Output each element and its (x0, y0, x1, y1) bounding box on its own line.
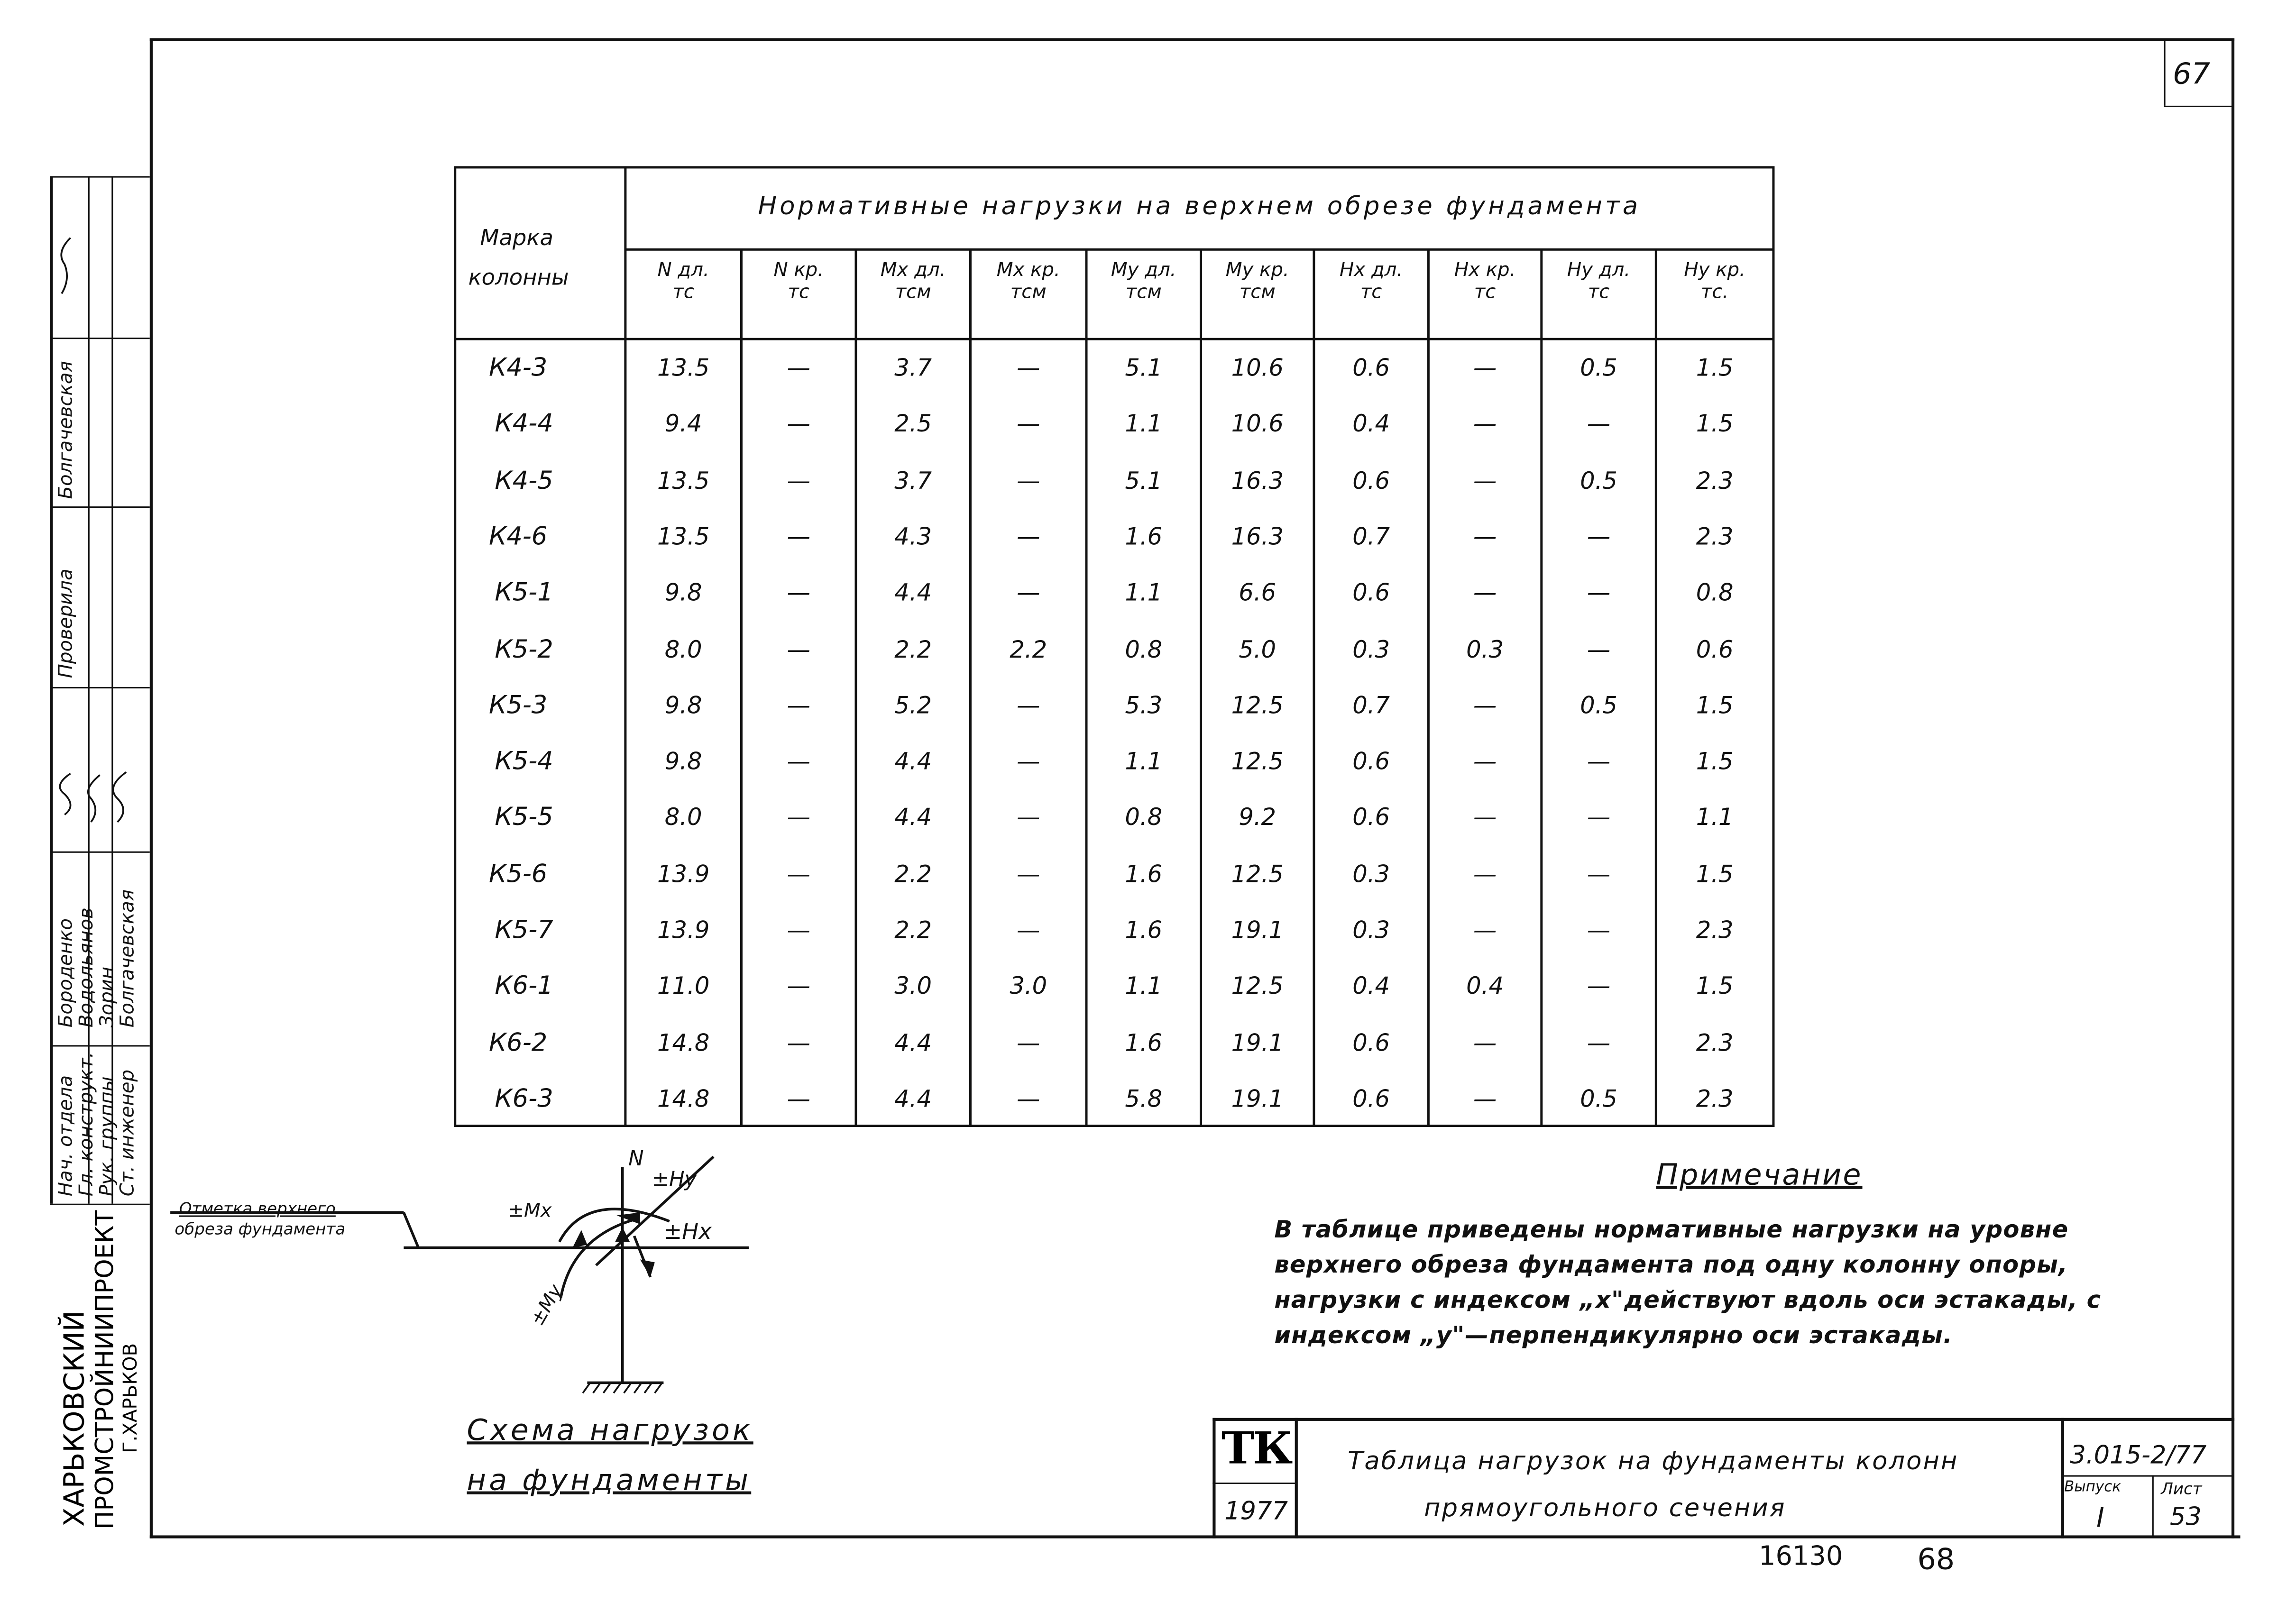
table-cell: — (787, 354, 810, 382)
logo-right (1295, 1418, 1298, 1539)
table-cell: 1.6 (1125, 522, 1163, 550)
table-cell: 10.6 (1231, 410, 1284, 438)
table-cell: 8.0 (664, 803, 702, 832)
org-name-1: ХАРЬКОВСКИЙ (58, 1310, 91, 1527)
stamp-name: Зорин (97, 966, 119, 1028)
table-cell: 13.9 (657, 916, 710, 944)
column-header: Mx кр. тсм (996, 259, 1060, 304)
table-cell: 8.0 (664, 635, 702, 663)
mark-header-line-2: колонны (468, 264, 569, 291)
table-cell: — (787, 691, 810, 719)
table-cell: 9.4 (664, 410, 702, 438)
table-cell: 1.1 (1125, 578, 1163, 607)
table-cell: 2.3 (1696, 466, 1734, 495)
table-cell: 12.5 (1231, 691, 1284, 719)
load-Hy-label: ±Hy (652, 1168, 697, 1192)
table-cell: 3.0 (894, 972, 932, 1000)
issue-label: Выпуск (2064, 1479, 2121, 1496)
sheet-title-line-1: Таблица нагрузок на фундаменты колонн (1348, 1447, 1959, 1477)
table-cell: 4.3 (894, 522, 932, 550)
table-cell: — (1473, 916, 1497, 944)
table-cell: 1.1 (1125, 972, 1163, 1000)
table-cell: 0.8 (1125, 635, 1163, 663)
table-cell: 0.4 (1352, 972, 1390, 1000)
table-cell: 0.5 (1580, 354, 1617, 382)
table-cell: — (1473, 747, 1497, 775)
column-mark: К5-4 (495, 747, 553, 777)
table-cell: — (1016, 466, 1040, 495)
table-cell: 5.1 (1125, 354, 1163, 382)
table-cell: 2.2 (894, 635, 932, 663)
table-cell: — (787, 916, 810, 944)
load-Mx-label: ±Mx (508, 1200, 552, 1223)
table-cell: 0.3 (1352, 860, 1390, 888)
column-mark: К6-3 (495, 1084, 553, 1114)
scheme-caption-1: Схема нагрузок (467, 1412, 753, 1447)
stamp-name: Болгачевская (117, 889, 140, 1028)
title-block-top (1212, 1418, 2234, 1421)
table-cell: 9.2 (1239, 803, 1277, 832)
table-cell: — (1016, 522, 1040, 550)
table-cell: 0.7 (1352, 522, 1390, 550)
column-mark: К6-2 (488, 1028, 548, 1058)
column-header: Mx дл. тсм (880, 259, 946, 304)
table-cell: 19.1 (1231, 1028, 1284, 1056)
table-cell: — (1473, 1028, 1497, 1056)
column-mark: К5-7 (495, 916, 553, 945)
note-text: В таблице приведены нормативные нагрузки на уровне верхнего обреза фундамента под одну колонну опоры, нагрузки с индексом „х"действуют вдоль оси эстакады, с индексом „у"—перпендикулярно оси эстакады. (1274, 1215, 2102, 1349)
table-cell: 0.4 (1466, 972, 1504, 1000)
column-header: My кр. тсм (1225, 259, 1289, 304)
table-cell: 2.3 (1696, 916, 1734, 944)
table-cell: — (1587, 747, 1611, 775)
table-cell: — (1587, 972, 1611, 1000)
table-cell: 9.8 (664, 691, 702, 719)
table-header-group: Нормативные нагрузки на верхнем обрезе фундамента (758, 192, 1641, 222)
code-divider (2061, 1475, 2233, 1476)
column-mark: К5-1 (495, 578, 553, 608)
table-cell: 0.8 (1696, 578, 1734, 607)
table-cell: 19.1 (1231, 916, 1284, 944)
page-number-box-bottom (2164, 106, 2233, 107)
table-cell: 3.0 (1010, 972, 1047, 1000)
table-cell: 14.8 (657, 1084, 710, 1113)
table-cell: 0.3 (1466, 635, 1504, 663)
table-cell: — (1473, 410, 1497, 438)
sheet-value: 53 (2169, 1503, 2202, 1533)
table-cell: — (1587, 635, 1611, 663)
table-cell: 2.2 (894, 860, 932, 888)
table-cell: — (787, 578, 810, 607)
table-cell: 4.4 (894, 1084, 932, 1113)
sheet-label: Лист (2161, 1479, 2202, 1499)
load-My-label: ±My (527, 1281, 568, 1330)
issue-value: I (2096, 1503, 2104, 1534)
table-cell: — (1016, 578, 1040, 607)
table-cell: — (1016, 1028, 1040, 1056)
column-mark: К4-4 (495, 410, 553, 440)
column-mark: К5-2 (495, 635, 553, 664)
column-mark: К5-5 (495, 803, 553, 833)
title-block-left (1212, 1418, 1215, 1539)
table-cell: — (1016, 916, 1040, 944)
table-cell: 2.2 (1010, 635, 1047, 663)
table-cell: 0.6 (1352, 354, 1390, 382)
table-cell: — (1587, 803, 1611, 832)
org-name-2: ПРОМСТРОЙНИИПРОЕКТ (91, 1210, 120, 1530)
table-cell: 2.3 (1696, 1028, 1734, 1056)
table-cell: 5.0 (1239, 635, 1277, 663)
stamp-signatures (0, 0, 147, 1603)
table-cell: — (1473, 860, 1497, 888)
stamp-name: Водольянов (76, 907, 99, 1028)
code-left (2061, 1418, 2064, 1539)
table-cell: 0.6 (1352, 1084, 1390, 1113)
table-cell: — (1016, 860, 1040, 888)
table-cell: 2.2 (894, 916, 932, 944)
level-label-1: Отметка верхнего (179, 1199, 336, 1218)
table-cell: 9.8 (664, 747, 702, 775)
table-cell: — (1473, 522, 1497, 550)
table-cell: — (1587, 522, 1611, 550)
table-cell: 19.1 (1231, 1084, 1284, 1113)
year: 1977 (1224, 1497, 1288, 1527)
page-number-box-left (2164, 41, 2166, 106)
table-cell: 0.4 (1352, 410, 1390, 438)
table-cell: — (787, 860, 810, 888)
mark-header-line-1: Марка (480, 224, 553, 251)
column-header: Hy дл. тс (1567, 259, 1631, 304)
column-header: Hx кр. тс (1454, 259, 1516, 304)
tk-logo: ТК (1221, 1424, 1292, 1475)
doc-code: 3.015-2/77 (2070, 1441, 2207, 1471)
column-mark: К4-5 (495, 466, 553, 496)
table-cell: 12.5 (1231, 747, 1284, 775)
table-cell: 1.1 (1125, 410, 1163, 438)
table-cell: 5.1 (1125, 466, 1163, 495)
table-cell: 0.6 (1352, 466, 1390, 495)
column-header: Hy кр. тс. (1684, 259, 1745, 304)
table-cell: 0.7 (1352, 691, 1390, 719)
column-header: Hx дл. тс (1340, 259, 1403, 304)
column-mark: К4-3 (488, 354, 548, 384)
table-cell: — (787, 1084, 810, 1113)
table-cell: — (787, 635, 810, 663)
table-cell: 2.5 (894, 410, 932, 438)
bottom-page-number: 68 (1917, 1541, 1955, 1577)
table-cell: — (1587, 578, 1611, 607)
issue-sheet-divider (2152, 1475, 2154, 1537)
column-header: My дл. тсм (1111, 259, 1176, 304)
table-cell: 14.8 (657, 1028, 710, 1056)
table-cell: 11.0 (657, 972, 710, 1000)
table-cell: 1.1 (1696, 803, 1734, 832)
table-cell: 0.6 (1352, 1028, 1390, 1056)
stamp-name: Бороденко (55, 918, 78, 1028)
column-mark: К4-6 (488, 522, 548, 552)
scheme-caption-2: на фундаменты (467, 1462, 752, 1497)
column-header: N дл. тс (657, 259, 709, 304)
table-cell: 6.6 (1239, 578, 1277, 607)
table-cell: 4.4 (894, 803, 932, 832)
table-cell: — (1473, 466, 1497, 495)
table-cell: 13.9 (657, 860, 710, 888)
table-cell: — (1016, 1084, 1040, 1113)
table-cell: 4.4 (894, 747, 932, 775)
table-cell: — (1473, 354, 1497, 382)
table-cell: 1.1 (1125, 747, 1163, 775)
column-mark: К5-3 (488, 691, 548, 721)
table-cell: 4.4 (894, 578, 932, 607)
table-cell: 16.3 (1231, 522, 1284, 550)
stamp-role: Проверила (55, 568, 78, 678)
table-cell: 13.5 (657, 466, 710, 495)
table-cell: 13.5 (657, 354, 710, 382)
page-number: 67 (2173, 55, 2210, 91)
table-cell: 9.8 (664, 578, 702, 607)
table-cell: — (1016, 410, 1040, 438)
table-cell: — (1473, 1084, 1497, 1113)
table-cell: 0.3 (1352, 916, 1390, 944)
table-cell: — (787, 1028, 810, 1056)
table-cell: 1.5 (1696, 747, 1734, 775)
stamp-name: Болгачевская (55, 361, 78, 499)
column-mark: К5-6 (488, 860, 548, 889)
logo-divider (1212, 1483, 1296, 1484)
table-cell: 10.6 (1231, 354, 1284, 382)
table-cell: 0.6 (1352, 747, 1390, 775)
table-cell: 12.5 (1231, 860, 1284, 888)
table-cell: 1.5 (1696, 860, 1734, 888)
table-cell: 0.5 (1580, 1084, 1617, 1113)
inventory-number: 16130 (1759, 1541, 1843, 1572)
table-cell: 1.5 (1696, 354, 1734, 382)
table-cell: — (1016, 803, 1040, 832)
table-cell: 2.3 (1696, 522, 1734, 550)
stamp-role: Ст. инженер (117, 1069, 140, 1197)
column-header: N кр. тс (773, 259, 824, 304)
table-cell: 2.3 (1696, 1084, 1734, 1113)
table-cell: 0.8 (1125, 803, 1163, 832)
table-cell: 0.6 (1696, 635, 1734, 663)
stamp-role: Гл. конструкт. (76, 1052, 99, 1197)
table-cell: — (1473, 578, 1497, 607)
table-cell: 0.5 (1580, 466, 1617, 495)
table-cell: — (787, 803, 810, 832)
table-cell: 1.6 (1125, 916, 1163, 944)
table-cell: 5.2 (894, 691, 932, 719)
table-cell: — (787, 747, 810, 775)
table-cell: — (1016, 354, 1040, 382)
table-cell: 0.3 (1352, 635, 1390, 663)
note-title: Примечание (1656, 1156, 1863, 1192)
table-cell: 1.5 (1696, 972, 1734, 1000)
sheet-title-line-2: прямоугольного сечения (1424, 1494, 1786, 1524)
stamp-role: Рук. группы (97, 1076, 119, 1197)
table-cell: — (1587, 916, 1611, 944)
table-cell: — (787, 522, 810, 550)
table-cell: 0.6 (1352, 578, 1390, 607)
table-cell: 5.8 (1125, 1084, 1163, 1113)
table-cell: 3.7 (894, 466, 932, 495)
table-cell: 13.5 (657, 522, 710, 550)
frame-right-line (2232, 38, 2234, 1538)
table-cell: — (787, 972, 810, 1000)
table-cell: 1.6 (1125, 1028, 1163, 1056)
table-cell: 1.5 (1696, 410, 1734, 438)
table-cell: 1.6 (1125, 860, 1163, 888)
table-cell: — (787, 410, 810, 438)
table-cell: — (1587, 1028, 1611, 1056)
load-scheme-drawing (147, 0, 969, 1603)
table-cell: 3.7 (894, 354, 932, 382)
table-cell: 1.5 (1696, 691, 1734, 719)
table-cell: 0.6 (1352, 803, 1390, 832)
table-cell: — (787, 466, 810, 495)
load-Hx-label: ±Hx (663, 1218, 712, 1245)
table-cell: — (1587, 860, 1611, 888)
table-cell: — (1016, 747, 1040, 775)
level-label-2: обреза фундамента (174, 1219, 346, 1239)
table-cell: 12.5 (1231, 972, 1284, 1000)
table-cell: — (1587, 410, 1611, 438)
stamp-role: Нач. отдела (55, 1075, 78, 1197)
table-cell: 5.3 (1125, 691, 1163, 719)
table-cell: 16.3 (1231, 466, 1284, 495)
org-name-3: Г.ХАРЬКОВ (120, 1343, 143, 1454)
table-cell: — (1016, 691, 1040, 719)
table-cell: 0.5 (1580, 691, 1617, 719)
load-N-label: N (628, 1148, 644, 1172)
table-cell: — (1473, 803, 1497, 832)
table-cell: — (1473, 691, 1497, 719)
column-mark: К6-1 (495, 972, 553, 1002)
table-cell: 4.4 (894, 1028, 932, 1056)
